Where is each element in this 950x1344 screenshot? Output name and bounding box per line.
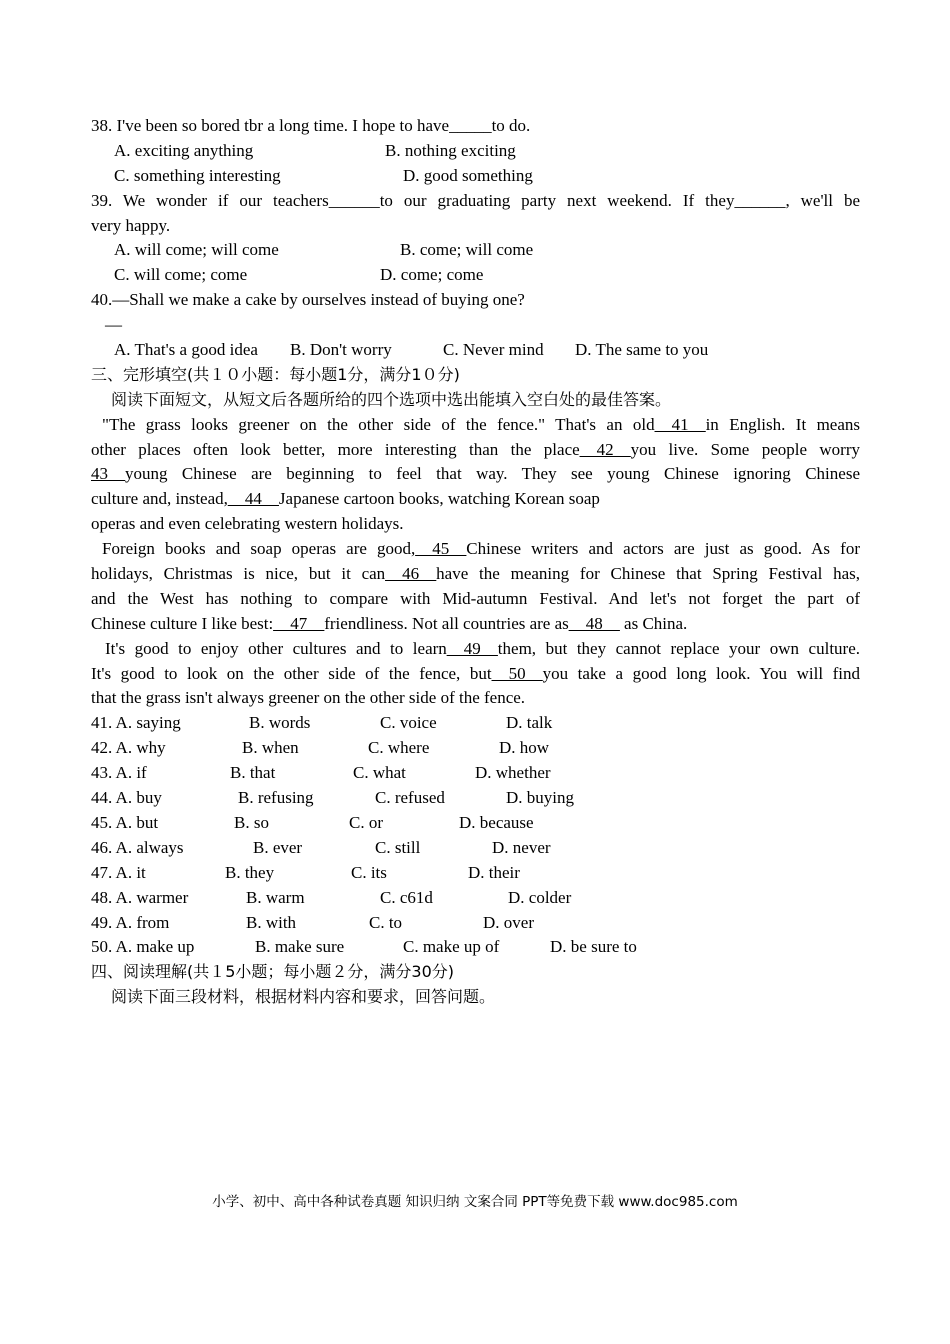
- question-39-options-row2: [91, 263, 860, 288]
- option-b: B. so: [234, 812, 269, 832]
- cloze-option-row: [91, 736, 860, 761]
- option-c: C. voice: [380, 713, 437, 733]
- option-a: 49. A. from: [91, 912, 170, 932]
- passage-line: "The grass looks greener on the other side of the fence." That's an old__41__in English. It means: [102, 414, 860, 434]
- passage-line: operas and even celebrating western holidays.: [91, 514, 404, 534]
- passage-line: It's good to enjoy other cultures and to learn__49__them, but they cannot replace your own culture.: [105, 638, 860, 658]
- option-d: D. over: [483, 912, 534, 932]
- blank-44: __44__: [227, 489, 279, 509]
- blank-41: __41__: [654, 414, 706, 434]
- blank-49: __49__: [446, 638, 498, 658]
- option-c: C. c61d: [380, 887, 433, 907]
- option-d: D. their: [468, 862, 520, 882]
- option-b: B. refusing: [238, 788, 314, 808]
- option-b: B. ever: [253, 837, 303, 857]
- option-c: C. make up of: [403, 937, 500, 957]
- blank-42: __42__: [579, 439, 631, 459]
- option-a: 43. A. if: [91, 763, 147, 783]
- option-b: B. make sure: [255, 937, 345, 957]
- question-40-stem: 40.—Shall we make a cake by ourselves instead of buying one?: [91, 290, 525, 310]
- option-b: B. they: [225, 862, 275, 882]
- passage-line: that the grass isn't always greener on the other side of the fence.: [91, 688, 526, 708]
- blank-46: __46__: [385, 564, 437, 584]
- passage-line: Chinese culture I like best:__47__friendliness. Not all countries are as__48__ as China.: [91, 613, 688, 633]
- option-d: D. because: [459, 812, 534, 832]
- option-c: C. or: [349, 812, 383, 832]
- exam-page: [91, 114, 860, 1010]
- option-b: B. warm: [246, 887, 305, 907]
- blank-50: __50__: [491, 663, 543, 683]
- option-c: C. will come; come: [114, 265, 248, 285]
- option-a: A. exciting anything: [114, 140, 254, 160]
- option-b: B. with: [246, 912, 297, 932]
- passage-line: culture and, instead,__44__Japanese cartoon books, watching Korean soap: [91, 489, 600, 509]
- question-38-options-row1: [91, 139, 860, 164]
- option-d: D. talk: [506, 713, 553, 733]
- section-4-heading: 四、阅读理解(共１5小题；每小题２分，满分30分): [91, 962, 455, 982]
- option-c: C. something interesting: [114, 165, 281, 185]
- cloze-option-row: [91, 861, 860, 886]
- option-a: 42. A. why: [91, 738, 166, 758]
- question-39-options-row1: [91, 238, 860, 263]
- option-c: C. to: [369, 912, 403, 932]
- section-3-heading: 三、完形填空(共１０小题：每小题1分，满分1０分): [91, 364, 460, 384]
- question-39-stem: 39. We wonder if our teachers______to our graduating party next weekend. If they______, we'll be: [91, 190, 860, 210]
- page-footer: 小学、初中、高中各种试卷真题 知识归纳 文案合同 PPT等免费下载 www.doc985.com: [212, 1194, 738, 1210]
- option-d: D. colder: [508, 887, 572, 907]
- option-d: D. never: [492, 837, 551, 857]
- option-a: 45. A. but: [91, 812, 159, 832]
- cloze-option-row: [91, 911, 860, 936]
- cloze-option-row: [91, 786, 860, 811]
- blank-47: __47__: [273, 613, 325, 633]
- option-b: B. come; will come: [400, 240, 534, 260]
- option-a: 46. A. always: [91, 837, 184, 857]
- question-38-stem: 38. I've been so bored tbr a long time. I hope to have_____to do.: [91, 116, 531, 135]
- option-c: C. its: [351, 862, 387, 882]
- option-d: D. good something: [403, 165, 533, 185]
- option-b: B. that: [230, 763, 276, 783]
- cloze-option-row: [91, 811, 860, 836]
- option-a: 50. A. make up: [91, 937, 195, 957]
- cloze-option-row: [91, 886, 860, 911]
- question-40-options: [91, 338, 860, 363]
- option-a: A. That's a good idea: [114, 340, 258, 360]
- passage-line: and the West has nothing to compare with Mid-autumn Festival. And let's not forget the part of: [91, 588, 860, 608]
- option-b: B. Don't worry: [290, 340, 392, 360]
- passage-line: 43__young Chinese are beginning to feel that way. They see young Chinese ignoring Chinese: [91, 464, 860, 484]
- option-a: 47. A. it: [91, 862, 146, 882]
- option-b: B. nothing exciting: [385, 140, 516, 160]
- passage-line: Foreign books and soap operas are good,__45__Chinese writers and actors are just as good. As for: [102, 539, 860, 559]
- option-d: D. be sure to: [550, 937, 637, 957]
- section-3-instruction: 阅读下面短文，从短文后各题所给的四个选项中选出能填入空白处的最佳答案。: [111, 389, 672, 409]
- option-d: D. whether: [475, 763, 551, 783]
- option-d: D. buying: [506, 788, 574, 808]
- blank-45: __45__: [415, 539, 467, 559]
- option-b: B. when: [242, 738, 299, 758]
- question-39-stem-cont: very happy.: [91, 215, 171, 235]
- option-a: A. will come; will come: [114, 240, 279, 260]
- passage-line: other places often look better, more interesting than the place__42__you live. Some people worry: [91, 439, 860, 459]
- option-c: C. refused: [375, 788, 445, 808]
- passage-line: It's good to look on the other side of the fence, but__50__you take a good long look. You will find: [91, 663, 860, 683]
- cloze-option-row: [91, 836, 860, 861]
- option-d: D. how: [499, 738, 550, 758]
- cloze-option-row: [91, 935, 860, 960]
- cloze-option-row: [91, 761, 860, 786]
- option-c: C. Never mind: [443, 340, 544, 360]
- option-d: D. The same to you: [575, 340, 709, 360]
- blank-43: 43__: [91, 464, 125, 484]
- cloze-option-row: [91, 711, 860, 736]
- option-a: 44. A. buy: [91, 788, 162, 808]
- question-40-reply: —: [105, 315, 122, 335]
- blank-48: __48__: [568, 613, 620, 633]
- option-c: C. still: [375, 837, 421, 857]
- passage-line: holidays, Christmas is nice, but it can__46__have the meaning for Chinese that Spring Festival has,: [91, 564, 860, 584]
- option-c: C. what: [353, 763, 406, 783]
- option-c: C. where: [368, 738, 430, 758]
- option-a: 41. A. saying: [91, 713, 181, 733]
- question-38-options-row2: [91, 164, 860, 189]
- section-4-instruction: 阅读下面三段材料，根据材料内容和要求，回答问题。: [111, 987, 496, 1007]
- option-d: D. come; come: [380, 265, 484, 285]
- option-a: 48. A. warmer: [91, 887, 189, 907]
- option-b: B. words: [249, 713, 311, 733]
